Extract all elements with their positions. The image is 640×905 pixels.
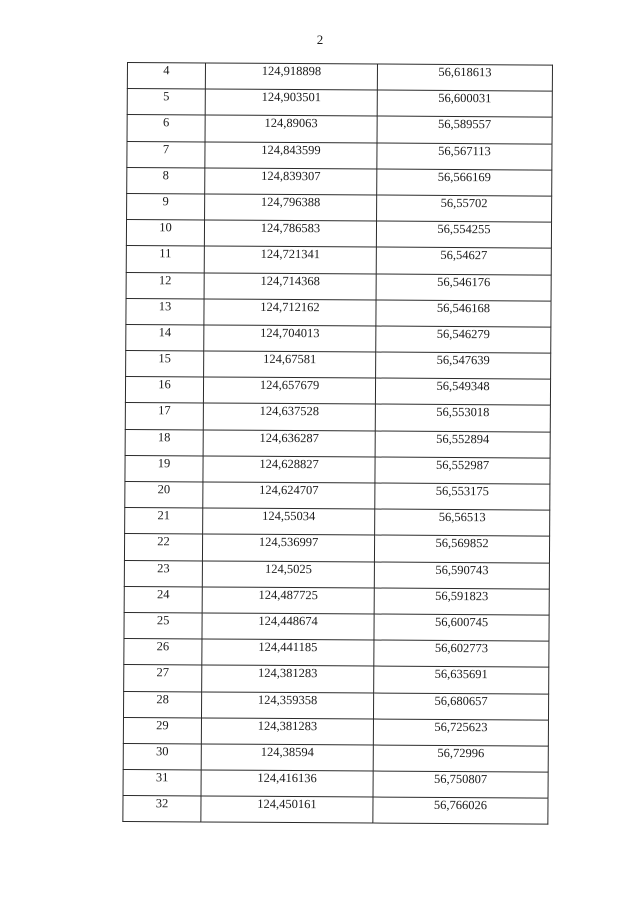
table-row <box>126 220 551 249</box>
longitude-cell-text: 124,636287 <box>259 430 319 445</box>
latitude-cell-text: 56,680657 <box>434 693 488 708</box>
latitude-cell-text: 56,600031 <box>438 91 492 106</box>
latitude-cell-text: 56,567113 <box>438 143 491 158</box>
table-row <box>123 691 548 720</box>
longitude-cell-text: 124,637528 <box>259 404 320 419</box>
latitude-cell-text: 56,635691 <box>434 667 488 682</box>
longitude-cell <box>202 561 374 588</box>
latitude-cell <box>373 745 548 772</box>
point-number-cell <box>127 115 205 142</box>
point-number-cell <box>127 63 205 90</box>
point-number-cell <box>125 481 203 508</box>
latitude-cell <box>375 509 550 536</box>
point-number-cell-text: 14 <box>158 325 172 340</box>
longitude-cell-text: 124,89063 <box>264 116 318 131</box>
page-number: 2 <box>316 32 324 47</box>
latitude-cell-text: 56,553018 <box>436 405 490 420</box>
point-number-cell-text: 10 <box>159 220 172 235</box>
latitude-cell <box>374 666 549 693</box>
longitude-cell-text: 124,624707 <box>259 482 319 498</box>
latitude-cell-text: 56,72996 <box>437 745 485 761</box>
latitude-cell <box>377 116 552 143</box>
table-row <box>126 324 551 353</box>
latitude-cell <box>374 588 549 615</box>
point-number-cell-text: 22 <box>157 534 170 549</box>
latitude-cell-text: 56,549348 <box>436 379 490 394</box>
longitude-cell-text: 124,714368 <box>260 273 320 288</box>
longitude-cell <box>203 456 375 483</box>
latitude-cell <box>376 326 551 353</box>
latitude-cell <box>376 300 551 327</box>
point-number-cell <box>126 246 204 273</box>
table-row <box>127 167 552 196</box>
longitude-cell <box>204 299 376 326</box>
point-number-cell-text: 12 <box>158 272 172 287</box>
latitude-cell <box>373 797 548 824</box>
latitude-cell <box>376 247 551 274</box>
latitude-cell <box>375 483 550 510</box>
longitude-cell-text: 124,5025 <box>264 561 312 576</box>
table-row <box>127 63 552 92</box>
latitude-cell-text: 56,56513 <box>438 510 486 525</box>
latitude-cell <box>375 457 550 484</box>
table-row <box>127 141 552 170</box>
latitude-cell <box>377 195 552 222</box>
latitude-cell-text: 56,600745 <box>434 614 489 630</box>
longitude-cell <box>205 89 377 116</box>
table-row <box>125 429 550 458</box>
latitude-cell-text: 56,552987 <box>435 457 490 473</box>
longitude-cell-text: 124,38594 <box>260 744 314 760</box>
point-number-cell-text: 8 <box>162 167 169 183</box>
longitude-cell <box>204 246 376 273</box>
latitude-cell-text: 56,554255 <box>437 222 491 237</box>
longitude-cell-text: 124,381283 <box>257 718 318 733</box>
longitude-cell <box>205 194 377 221</box>
table-row <box>123 796 548 825</box>
longitude-cell <box>202 587 374 614</box>
table-row <box>127 89 552 118</box>
longitude-cell-text: 124,450161 <box>257 797 317 812</box>
longitude-cell-text: 124,67581 <box>263 351 317 367</box>
longitude-cell-text: 124,487725 <box>258 587 318 602</box>
point-number-cell <box>124 586 202 613</box>
point-number-cell-text: 32 <box>155 796 169 811</box>
latitude-cell <box>373 693 548 720</box>
longitude-cell <box>203 403 375 430</box>
point-number-cell <box>127 141 205 168</box>
longitude-cell-text: 124,796388 <box>260 194 321 210</box>
point-number-cell-text: 4 <box>163 63 170 78</box>
point-number-cell <box>126 272 204 299</box>
latitude-cell <box>373 771 548 798</box>
point-number-cell <box>126 324 204 351</box>
point-number-cell-text: 19 <box>157 456 171 471</box>
point-number-cell <box>124 612 202 639</box>
longitude-cell-text: 124,843599 <box>261 142 321 157</box>
latitude-cell <box>373 719 548 746</box>
longitude-cell <box>205 63 377 90</box>
point-number-cell-text: 15 <box>158 351 171 366</box>
longitude-cell-text: 124,441185 <box>258 639 318 655</box>
table-row <box>125 508 550 537</box>
point-number-cell <box>127 193 205 220</box>
longitude-cell-text: 124,359358 <box>257 692 318 707</box>
latitude-cell <box>375 431 550 458</box>
latitude-cell-text: 56,546168 <box>436 300 491 315</box>
latitude-cell <box>375 378 550 405</box>
latitude-cell-text: 56,591823 <box>435 588 489 603</box>
longitude-cell <box>203 430 375 457</box>
latitude-cell-text: 56,566169 <box>437 169 491 184</box>
longitude-cell <box>204 351 376 378</box>
longitude-cell-text: 124,448674 <box>258 613 318 629</box>
point-number-cell-text: 7 <box>162 141 170 156</box>
longitude-cell-text: 124,721341 <box>260 247 321 262</box>
table-row <box>124 534 549 563</box>
point-number-cell-text: 27 <box>156 665 170 680</box>
longitude-cell <box>202 613 374 640</box>
point-number-cell <box>127 167 205 194</box>
latitude-cell-text: 56,546176 <box>437 274 491 289</box>
longitude-cell <box>202 534 374 561</box>
latitude-cell <box>377 169 552 196</box>
coordinates-table-body <box>123 63 553 825</box>
table-row <box>124 665 549 694</box>
longitude-cell <box>202 665 374 692</box>
point-number-cell <box>123 770 201 797</box>
point-number-cell-text: 28 <box>156 691 169 706</box>
longitude-cell <box>205 142 377 169</box>
point-number-cell <box>125 377 203 404</box>
point-number-cell-text: 18 <box>157 429 171 444</box>
longitude-cell <box>201 744 373 771</box>
longitude-cell-text: 124,55034 <box>262 509 316 524</box>
latitude-cell-text: 56,546279 <box>436 326 490 342</box>
point-number-cell <box>124 560 202 587</box>
table-row <box>126 246 551 275</box>
latitude-cell <box>374 535 549 562</box>
table-row <box>124 560 549 589</box>
longitude-cell <box>203 508 375 535</box>
longitude-cell-text: 124,628827 <box>259 456 319 471</box>
point-number-cell <box>126 351 204 378</box>
table-row <box>125 403 550 432</box>
table-row <box>124 639 549 668</box>
table-row <box>123 743 548 772</box>
latitude-cell-text: 56,602773 <box>434 641 489 656</box>
table-row <box>127 115 552 144</box>
latitude-cell-text: 56,589557 <box>438 117 492 132</box>
point-number-cell <box>127 89 205 116</box>
latitude-cell <box>376 221 551 248</box>
point-number-cell <box>126 220 204 247</box>
latitude-cell <box>377 64 552 91</box>
point-number-cell <box>124 534 202 561</box>
point-number-cell <box>125 508 203 535</box>
table-row <box>127 193 552 222</box>
latitude-cell <box>374 562 549 589</box>
table-row <box>124 586 549 615</box>
latitude-cell-text: 56,552894 <box>436 431 490 446</box>
point-number-cell <box>125 455 203 482</box>
point-number-cell <box>123 691 201 718</box>
point-number-cell-text: 9 <box>162 194 169 209</box>
longitude-cell-text: 124,416136 <box>257 770 317 786</box>
point-number-cell-text: 16 <box>158 377 171 392</box>
point-number-cell <box>123 717 201 744</box>
point-number-cell <box>125 403 203 430</box>
table-row <box>125 377 550 406</box>
longitude-cell <box>201 770 373 797</box>
longitude-cell-text: 124,903501 <box>261 90 322 105</box>
table-row <box>126 351 551 380</box>
longitude-cell-text: 124,839307 <box>261 168 321 183</box>
point-number-cell-text: 29 <box>156 717 169 732</box>
longitude-cell-text: 124,786583 <box>260 220 321 236</box>
longitude-cell-text: 124,381283 <box>258 666 318 681</box>
point-number-cell-text: 5 <box>163 89 170 104</box>
point-number-cell-text: 26 <box>156 639 170 654</box>
longitude-cell <box>203 377 375 404</box>
point-number-cell-text: 25 <box>156 613 170 628</box>
latitude-cell-text: 56,547639 <box>436 352 490 368</box>
longitude-cell <box>204 220 376 247</box>
point-number-cell-text: 21 <box>157 508 171 523</box>
latitude-cell <box>375 404 550 431</box>
point-number-cell-text: 11 <box>159 246 172 261</box>
point-number-cell <box>123 796 201 823</box>
longitude-cell-text: 124,712162 <box>260 299 320 314</box>
latitude-cell <box>374 640 549 667</box>
point-number-cell-text: 23 <box>157 560 170 575</box>
table-row <box>125 481 550 510</box>
longitude-cell <box>201 718 373 745</box>
latitude-cell <box>377 143 552 170</box>
point-number-cell-text: 17 <box>158 403 171 418</box>
longitude-cell <box>205 115 377 142</box>
point-number-cell-text: 20 <box>157 482 171 497</box>
longitude-cell-text: 124,704013 <box>260 325 320 341</box>
longitude-cell <box>201 796 373 823</box>
table-row <box>125 455 550 484</box>
latitude-cell <box>376 274 551 301</box>
point-number-cell <box>125 429 203 456</box>
latitude-cell-text: 56,725623 <box>434 719 488 734</box>
latitude-cell-text: 56,55702 <box>440 195 488 211</box>
latitude-cell-text: 56,766026 <box>433 798 488 813</box>
latitude-cell-text: 56,54627 <box>440 248 488 263</box>
table-row <box>126 298 551 327</box>
table-row <box>123 770 548 799</box>
point-number-cell <box>126 298 204 325</box>
longitude-cell <box>202 639 374 666</box>
latitude-cell-text: 56,750807 <box>434 771 488 787</box>
latitude-cell <box>376 352 551 379</box>
longitude-cell-text: 124,657679 <box>259 378 320 393</box>
latitude-cell-text: 56,618613 <box>438 64 492 80</box>
point-number-cell <box>124 665 202 692</box>
longitude-cell <box>204 325 376 352</box>
table-row <box>126 272 551 301</box>
longitude-cell-text: 124,918898 <box>261 63 322 79</box>
table-row <box>124 612 549 641</box>
point-number-cell-text: 13 <box>158 298 172 313</box>
latitude-cell-text: 56,553175 <box>435 483 489 499</box>
point-number-cell-text: 31 <box>155 770 169 785</box>
latitude-cell <box>374 614 549 641</box>
point-number-cell-text: 24 <box>156 586 170 602</box>
longitude-cell <box>203 482 375 509</box>
longitude-cell <box>205 168 377 195</box>
point-number-cell <box>123 743 201 770</box>
table-row <box>123 717 548 746</box>
point-number-cell-text: 6 <box>162 115 170 130</box>
longitude-cell <box>201 691 373 718</box>
point-number-cell <box>124 639 202 666</box>
point-number-cell-text: 30 <box>155 744 169 759</box>
coordinates-table <box>122 62 553 825</box>
longitude-cell <box>204 272 376 299</box>
latitude-cell-text: 56,590743 <box>435 562 489 577</box>
latitude-cell-text: 56,569852 <box>435 536 489 551</box>
longitude-cell-text: 124,536997 <box>258 535 319 550</box>
latitude-cell <box>377 90 552 117</box>
